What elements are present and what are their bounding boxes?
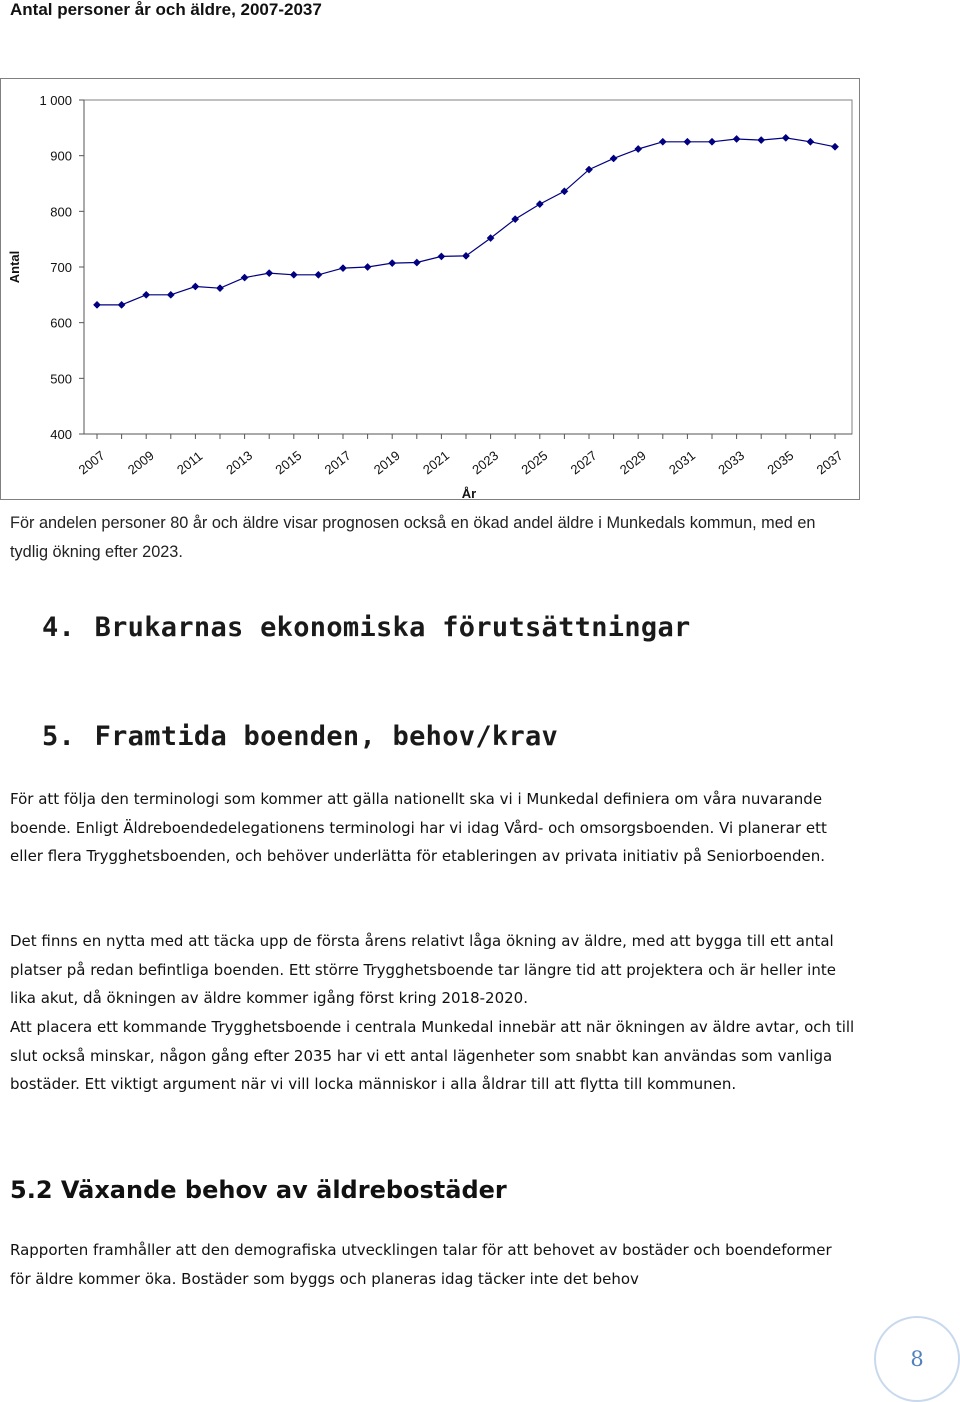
heading-text: Brukarnas ekonomiska förutsättningar — [94, 612, 691, 643]
x-tick-label: 2023 — [469, 447, 502, 478]
data-point — [93, 301, 100, 308]
data-point — [536, 200, 543, 207]
paragraph-placement: Att placera ett kommande Trygghetsboende i centrala Munkedal innebär att när ökningen av äldre avtar, och till slut också minskar, någon gång efter 2035 har vi ett antal lägenheter som snabbt kan användas som vanliga bostäder. Ett viktigt argument när vi vill locka människor i alla åldrar till att flytta till kommunen. — [10, 1018, 855, 1094]
page-number-badge — [874, 1316, 960, 1402]
x-tick-label: 2017 — [321, 447, 354, 478]
x-tick-label: 2007 — [75, 447, 108, 478]
y-tick-label: 600 — [50, 315, 72, 331]
data-point — [143, 291, 150, 298]
data-point — [266, 270, 273, 277]
data-point — [216, 285, 223, 292]
heading-text: Framtida boenden, behov/krav — [94, 721, 559, 752]
paragraph-benefit: Det finns en nytta med att täcka upp de första årens relativt låga ökning av äldre, med att bygga till ett antal platser på redan befintliga boenden. Ett större Trygghetsboende tar längre tid att projektera och är heller inte lika akut, då ökningen av äldre kommer igång först kring 2018-2020. — [10, 932, 836, 1008]
line-chart — [0, 0, 960, 510]
data-point — [241, 274, 248, 281]
data-point — [192, 283, 199, 290]
y-tick-label: 700 — [50, 260, 72, 275]
series-line — [97, 138, 835, 305]
y-tick-label: 400 — [50, 427, 72, 442]
x-tick-label: 2037 — [813, 447, 846, 478]
plot-area-border — [84, 100, 852, 434]
data-point — [635, 145, 642, 152]
data-point — [413, 259, 420, 266]
x-axis-label: År — [461, 486, 477, 501]
data-point — [831, 143, 838, 150]
paragraph-report: Rapporten framhåller att den demografiska utvecklingen talar för att behovet av bostäder och boendeformer för äldre kommer öka. Bostäder som byggs och planeras idag täcker inte det behov — [10, 1241, 832, 1288]
series-group — [93, 134, 838, 308]
data-point — [389, 260, 396, 267]
y-tick-label: 800 — [50, 204, 72, 220]
heading-section-5 — [42, 721, 558, 752]
heading-section-4 — [42, 612, 691, 643]
x-tick-label: 2031 — [666, 447, 699, 478]
x-tick-label: 2019 — [370, 447, 403, 478]
x-tick-label: 2033 — [715, 447, 748, 478]
data-point — [807, 138, 814, 145]
data-point — [339, 265, 346, 272]
x-tick-label: 2009 — [124, 447, 157, 478]
data-point — [733, 135, 740, 142]
data-point — [118, 301, 125, 308]
x-tick-label: 2021 — [420, 447, 453, 478]
data-point — [167, 291, 174, 298]
y-axis-label: Antal — [7, 250, 22, 284]
y-axis — [39, 93, 84, 442]
data-point — [758, 136, 765, 143]
data-point — [438, 253, 445, 260]
paragraph-intro: För andelen personer 80 år och äldre visar prognosen också en ökad andel äldre i Munkedals kommun, med en tydlig ökning efter 2023. — [10, 514, 816, 561]
x-tick-label: 2029 — [616, 447, 649, 478]
data-point — [315, 271, 322, 278]
data-point — [708, 138, 715, 145]
x-tick-label: 2015 — [272, 447, 305, 478]
x-axis — [76, 434, 852, 477]
x-tick-label: 2011 — [174, 448, 206, 478]
y-tick-label: 1 000 — [39, 93, 72, 108]
data-point — [364, 263, 371, 270]
data-point — [610, 155, 617, 162]
y-tick-label: 500 — [50, 371, 72, 387]
data-point — [659, 138, 666, 145]
x-tick-label: 2027 — [567, 447, 600, 478]
heading-number: 4. — [42, 612, 76, 643]
data-point — [684, 138, 691, 145]
data-point — [290, 271, 297, 278]
x-tick-label: 2013 — [223, 447, 256, 478]
heading-number: 5. — [42, 721, 76, 752]
x-tick-label: 2025 — [518, 447, 551, 478]
y-tick-label: 900 — [50, 148, 72, 164]
paragraph-terminology: För att följa den terminologi som kommer att gälla nationellt ska vi i Munkedal definiera om våra nuvarande boende. Enligt Äldreboendedelegationens terminologi har vi idag Vård- och omsorgsboenden. Vi planerar ett eller flera Trygghetsboenden, och behöver underlätta för etableringen av privata initiativ på Seniorboenden. — [10, 790, 827, 866]
data-point — [782, 134, 789, 141]
page-number: 8 — [910, 1347, 924, 1371]
x-tick-label: 2035 — [764, 447, 797, 478]
chart-title: Antal personer år och äldre, 2007-2037 — [10, 0, 322, 19]
heading-section-5-2: 5.2 Växande behov av äldrebostäder — [10, 1176, 507, 1204]
